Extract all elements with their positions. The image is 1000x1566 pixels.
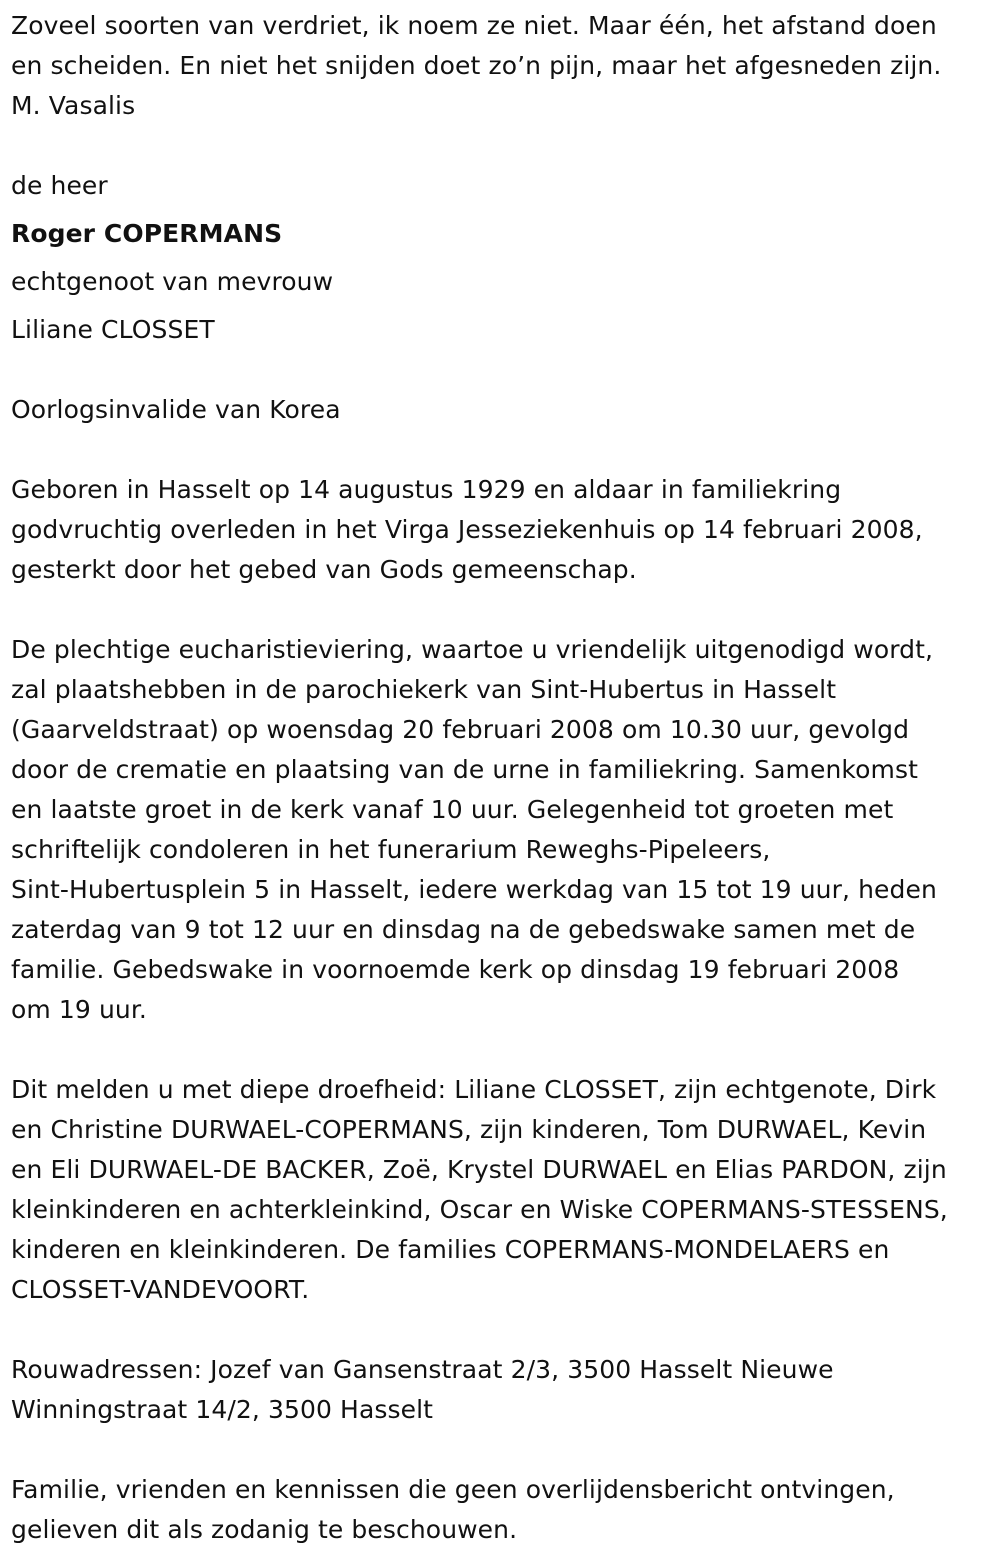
paragraph-line: kleinkinderen en achterkleinkind, Oscar en Wiske COPERMANS-STESSENS,: [11, 1195, 948, 1224]
deceased-name: Roger COPERMANS: [11, 219, 283, 248]
spacer: [11, 430, 988, 470]
ceremony-paragraph: [11, 630, 988, 1030]
paragraph-line: godvruchtig overleden in het Virga Jesseziekenhuis op 14 februari 2008,: [11, 515, 923, 544]
closing-paragraph: [11, 1470, 988, 1550]
paragraph-line: schriftelijk condoleren in het funerarium Reweghs-Pipeleers,: [11, 835, 771, 864]
spacer: [11, 206, 988, 214]
paragraph-line: om 19 uur.: [11, 995, 147, 1024]
paragraph-line: en Christine DURWAEL-COPERMANS, zijn kinderen, Tom DURWAEL, Kevin: [11, 1115, 927, 1144]
paragraph-line: zaterdag van 9 tot 12 uur en dinsdag na de gebedswake samen met de: [11, 915, 916, 944]
paragraph-line: Sint-Hubertusplein 5 in Hasselt, iedere werkdag van 15 tot 19 uur, heden: [11, 875, 937, 904]
spouse-name: Liliane CLOSSET: [11, 315, 215, 344]
deceased-note: [11, 390, 988, 430]
paragraph-line: kinderen en kleinkinderen. De families COPERMANS-MONDELAERS en: [11, 1235, 890, 1264]
paragraph-line: De plechtige eucharistieviering, waartoe u vriendelijk uitgenodigd wordt,: [11, 635, 934, 664]
spacer: [11, 350, 988, 390]
poem-line: en scheiden. En niet het snijden doet zo’n pijn, maar het afgesneden zijn.: [11, 51, 942, 80]
poem-author: M. Vasalis: [11, 91, 136, 120]
spouse-intro: echtgenoot van mevrouw: [11, 267, 334, 296]
spacer: [11, 1030, 988, 1070]
note-line: Oorlogsinvalide van Korea: [11, 395, 341, 424]
paragraph-line: familie. Gebedswake in voornoemde kerk op dinsdag 19 februari 2008: [11, 955, 900, 984]
poem-quote: [11, 6, 988, 126]
spacer: [11, 254, 988, 262]
paragraph-line: Dit melden u met diepe droefheid: Liliane CLOSSET, zijn echtgenote, Dirk: [11, 1075, 937, 1104]
spacer: [11, 1430, 988, 1470]
paragraph-line: (Gaarveldstraat) op woensdag 20 februari 2008 om 10.30 uur, gevolgd: [11, 715, 910, 744]
paragraph-line: door de crematie en plaatsing van de urne in familiekring. Samenkomst: [11, 755, 918, 784]
paragraph-line: zal plaatshebben in de parochiekerk van Sint-Hubertus in Hasselt: [11, 675, 837, 704]
spacer: [11, 590, 988, 630]
deceased-block: [11, 166, 988, 350]
poem-line: Zoveel soorten van verdriet, ik noem ze niet. Maar één, het afstand doen: [11, 11, 937, 40]
family-paragraph: [11, 1070, 988, 1310]
spacer: [11, 302, 988, 310]
paragraph-line: en Eli DURWAEL-DE BACKER, Zoë, Krystel DURWAEL en Elias PARDON, zijn: [11, 1155, 947, 1184]
paragraph-line: Familie, vrienden en kennissen die geen overlijdensbericht ontvingen,: [11, 1475, 895, 1504]
birth-death-paragraph: [11, 470, 988, 590]
spacer: [11, 126, 988, 166]
paragraph-line: CLOSSET-VANDEVOORT.: [11, 1275, 310, 1304]
paragraph-line: Geboren in Hasselt op 14 augustus 1929 en aldaar in familiekring: [11, 475, 842, 504]
paragraph-line: Winningstraat 14/2, 3500 Hasselt: [11, 1395, 434, 1424]
paragraph-line: gesterkt door het gebed van Gods gemeenschap.: [11, 555, 637, 584]
paragraph-line: en laatste groet in de kerk vanaf 10 uur. Gelegenheid tot groeten met: [11, 795, 894, 824]
spacer: [11, 1310, 988, 1350]
deceased-title: de heer: [11, 171, 108, 200]
paragraph-line: Rouwadressen: Jozef van Gansenstraat 2/3, 3500 Hasselt Nieuwe: [11, 1355, 834, 1384]
addresses-paragraph: [11, 1350, 988, 1430]
paragraph-line: gelieven dit als zodanig te beschouwen.: [11, 1515, 518, 1544]
